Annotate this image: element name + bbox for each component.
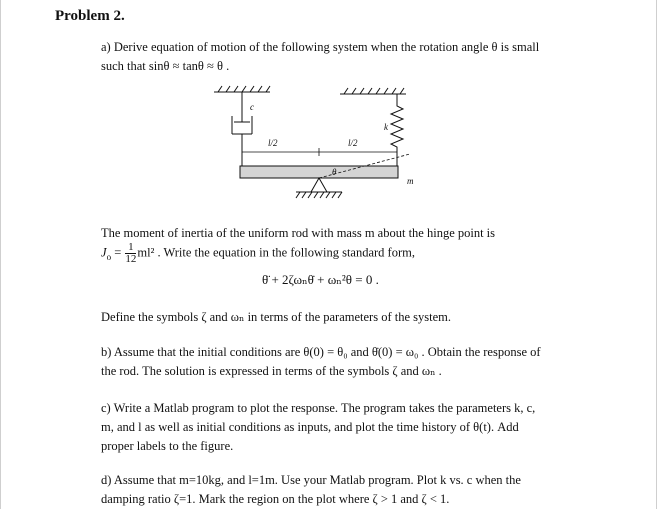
part-a-line-2: such that sinθ ≈ tanθ ≈ θ . <box>101 59 230 73</box>
problem-title: Problem 2. <box>55 8 125 24</box>
hinge <box>296 178 342 198</box>
rod <box>240 166 398 178</box>
label-k: k <box>384 122 388 132</box>
label-half-left: l/2 <box>268 138 278 148</box>
part-a-line-1: a) Derive equation of motion of the following system when the rotation angle θ is small <box>101 40 540 54</box>
right-ceiling <box>340 88 406 94</box>
part-c-line-1: c) Write a Matlab program to plot the response. The program takes the parameters k, c, <box>101 401 536 415</box>
part-c-line-2: m, and l as well as initial conditions as inputs, and plot the time history of θ(t). Add <box>101 420 519 434</box>
inertia-line-2: $J_o$ = $\frac{1}{12}$ ml² . Write the equation in the following standard form, <box>101 241 415 265</box>
label-theta: θ <box>332 167 337 177</box>
j-subscript: o <box>106 251 112 262</box>
fraction-numerator: 1 <box>125 242 136 254</box>
label-m: m <box>407 176 414 186</box>
dimension-lines <box>242 148 397 156</box>
inertia-rest: ml² . Write the equation in the following standard form, <box>137 245 415 260</box>
standard-form-equation: θ̈ + 2ζωₙθ̇ + ωₙ²θ = 0 . <box>262 272 379 287</box>
inertia-fraction <box>125 242 136 265</box>
label-c: c <box>250 102 254 112</box>
part-b-line-1: b) Assume that the initial conditions are θ(0) = θ₀ and θ̇(0) = ω₀ . Obtain the response of <box>101 345 541 359</box>
part-c-line-3: proper labels to the figure. <box>101 439 234 453</box>
fraction-denominator: 12 <box>125 253 137 265</box>
part-d-line-2: damping ratio ζ=1. Mark the region on the plot where ζ > 1 and ζ < 1. <box>101 492 450 506</box>
part-b-line-2: the rod. The solution is expressed in terms of the symbols ζ and ωₙ . <box>101 364 442 378</box>
left-ceiling <box>214 86 270 92</box>
inertia-line-1: The moment of inertia of the uniform rod with mass m about the hinge point is <box>101 226 496 240</box>
part-d-line-1: d) Assume that m=10kg, and l=1m. Use your Matlab program. Plot k vs. c when the <box>101 473 521 487</box>
j-symbol: J <box>101 245 107 260</box>
define-symbols: Define the symbols ζ and ωₙ in terms of the parameters of the system. <box>101 310 451 324</box>
label-half-right: l/2 <box>348 138 358 148</box>
system-diagram <box>210 82 440 210</box>
